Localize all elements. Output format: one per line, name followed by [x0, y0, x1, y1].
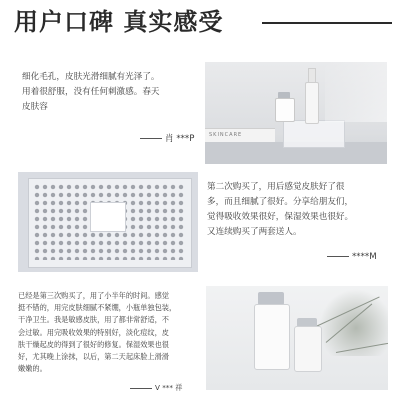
review-1 [22, 70, 200, 150]
serum-bottle-large [254, 304, 290, 370]
review-1-text: 细化毛孔，皮肤光滑细腻有光泽了。 用着很舒服，没有任何刺激感。春天 皮肤容 [22, 72, 160, 112]
review-1-signature-text: 肖 ***P [165, 134, 195, 144]
review-1-signature [140, 132, 194, 147]
acrylic-block [283, 120, 345, 148]
header-rule [262, 22, 392, 24]
review-2-text: 第二次购买了，用后感觉皮肤好了很 多，而且细腻了很好。分享给朋友们， 觉得吸收效果很好，保湿效果也很好。 又连续购买了两套送人。 [207, 182, 354, 237]
product-photo-vial-and-bottle [205, 62, 387, 164]
product-photo-bottles-with-plant [206, 286, 388, 390]
book-text: SKINCARE [209, 132, 243, 138]
review-3 [18, 290, 200, 394]
review-3-signature [130, 382, 182, 394]
review-2-signature-text: ****M [352, 252, 377, 262]
review-2-signature [327, 250, 377, 265]
product-photo-vial-box [18, 172, 198, 272]
review-3-text: 已经是第三次购买了，用了小半年的时间。感觉 挺不错的，用完皮肤细腻不紧绷，小瓶单独包装， 干净卫生。我是敏感皮肤，用了都非常舒适，不 会过敏。用完吸收效果的特别好，淡化痘纹，皮 肤干燥起皮的得到了很好的修复。保湿效果也很 好，尤其晚上涂抹，以后，第二天起床脸上滑滑 嫩嫩的。 [18, 291, 177, 374]
review-2 [207, 180, 393, 270]
serum-bottle-small [294, 326, 322, 372]
header [0, 0, 400, 44]
box-center-card [90, 202, 126, 232]
review-3-signature-text: V *** 祥 [155, 383, 183, 392]
page-title: 用户口碑 真实感受 [14, 8, 224, 36]
serum-vial [275, 98, 295, 122]
ampoule-bottle [305, 82, 319, 124]
